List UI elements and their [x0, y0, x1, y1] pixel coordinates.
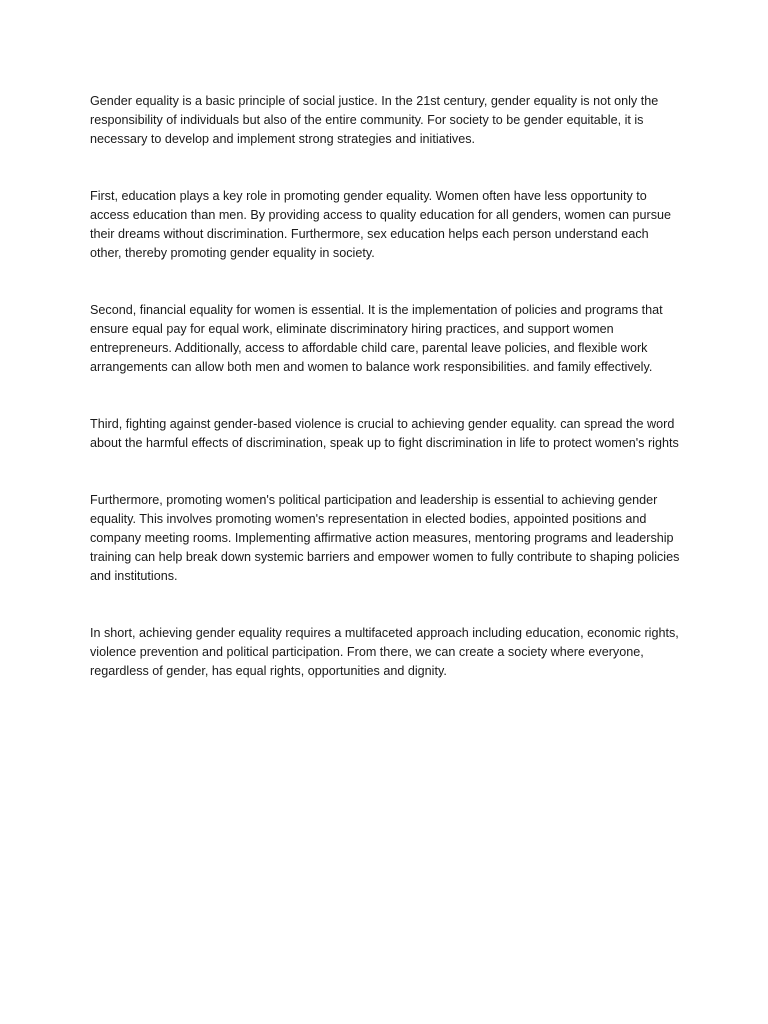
paragraph-education: First, education plays a key role in promoting gender equality. Women often have less opportunity to access education than men. By providing access to quality education for all genders, women can pursue their dreams without discrimination. Furthermore, sex education helps each person understand each other, thereby promoting gender equality in society. [90, 189, 672, 260]
paragraph-intro: Gender equality is a basic principle of social justice. In the 21st century, gender equality is not only the responsibility of individuals but also of the entire community. For society to be gender equitable, it is necessary to develop and implement strong strategies and initiatives. [90, 94, 659, 146]
document-body [90, 92, 682, 719]
paragraph-gender-violence: Third, fighting against gender-based violence is crucial to achieving gender equality. can spread the word about the harmful effects of discrimination, speak up to fight discrimination in life to protect women's rights [90, 417, 679, 450]
paragraph-political-participation: Furthermore, promoting women's political participation and leadership is essential to achieving gender equality. This involves promoting women's representation in elected bodies, appointed positions and company meeting rooms. Implementing affirmative action measures, mentoring programs and leadership training can help break down systemic barriers and empower women to fully contribute to shaping policies and institutions. [90, 493, 680, 583]
paragraph-conclusion: In short, achieving gender equality requires a multifaceted approach including education, economic rights, violence prevention and political participation. From there, we can create a society where everyone, regardless of gender, has equal rights, opportunities and dignity. [90, 626, 679, 678]
paragraph-financial-equality: Second, financial equality for women is essential. It is the implementation of policies and programs that ensure equal pay for equal work, eliminate discriminatory hiring practices, and support women entrepreneurs. Additionally, access to affordable child care, parental leave policies, and flexible work arrangements can allow both men and women to balance work responsibilities. and family effectively. [90, 303, 663, 374]
